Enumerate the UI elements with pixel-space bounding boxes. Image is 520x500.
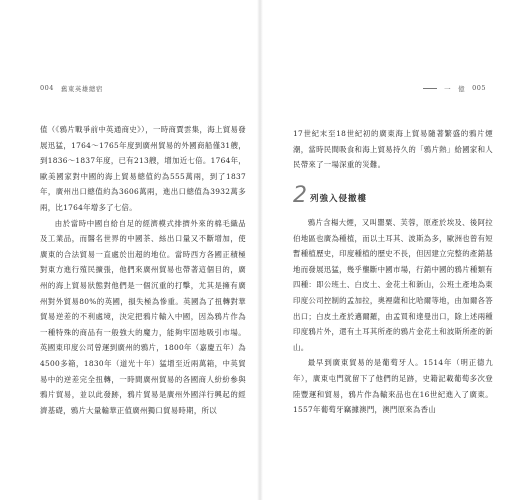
right-body-text (293, 215, 493, 418)
paragraph: 值（《鴉片戰爭前中英通商史》），一時商賈雲集，海上貿易發展迅猛，1764～1765年度到廣州貿易的外國商船僅31艘，到1836～1837年度，已有213艘，增加近七倍。1764年，歐美國家對中國的海上貿易總值約為555萬兩，到了1837年，廣州出口總值約為3606萬兩，進出口總值為3932萬多兩，比1764年增多了七倍。 (40, 125, 246, 212)
section-number: 2 (293, 183, 307, 208)
left-folio: 004 (40, 84, 54, 92)
right-intro-text (293, 126, 493, 173)
right-running-header (423, 84, 486, 93)
header-rule (423, 88, 437, 93)
right-page (263, 0, 520, 500)
section-heading (293, 183, 493, 209)
right-folio-label: 一 億 (444, 85, 466, 93)
paragraph: 由於當時中國自給自足的經濟模式排擠外來的棉毛織品及工業品，而醫名世界的中國茶、絲出口量又不斷增加，使廣東的合法貿易一直處於出超的地位。當時西方各國正積極對東方進行殖民擴張，他們來廣州貿易也帶著這個目的，廣州的海上貿易狀態對他們是一個沉重的打擊，尤其是擁有廣州對外貿易80%的英國，損失極為慘重。英國為了扭轉對華貿易逆差的不利處境，決定把鴉片輸入中國，因為鴉片作為一種特殊的商品有一般強大的魔力，能夠牢固地吸引市場。英國東印度公司曾運到廣州的鴉片，1800年（嘉慶五年）為4500多箱，1830年（道光十年）猛增至近兩萬箱，中英貿易中的逆差完全扭轉，一時間廣州貿易的各國商人紛紛參與鴉片貿易，並以此發跡，鴉片貿易是廣州外國洋行興起的經濟基礎，鴉片大量輸華正值廣州獨口貿易時期，所以 (40, 218, 246, 415)
right-folio: 005 (472, 84, 486, 92)
left-running-header (40, 84, 103, 93)
paragraph: 鴉片含楊大煙，又叫罌粟、芙蓉，原產於埃及、後阿拉伯地區也廣為種植，而以土耳其、波斯為多，歐洲也曾有短暫種植歷史，印度種植的歷史不長，但因建立完整的產銷基地而發展迅猛，幾乎壟斷中國市場，行銷中國的鴉片種類有四種：即公班土、白皮土、金花土和新山，公班土產地為東印度公司控制的孟加拉，奧裡薩和比哈爾等地，由加爾各答出口；白皮土產於邁爾羅，由孟買和達曼出口，除上述兩種印度鴉片外，還有土耳其所產的鴉片金花土和波斯所產的新山。 (293, 218, 493, 352)
paragraph: 17世紀末至18世紀初的廣東海上貿易隨著繁盛的鴉片煙潮，當時民間吸食和海上貿易持久的「鴉片熱」給國家和人民帶來了一場深重的災難。 (293, 129, 493, 170)
section-title: 列強入侵撤樓 (310, 194, 368, 204)
left-body-text (40, 122, 246, 418)
paragraph: 最早到廣東貿易的是葡萄牙人。1514年（明正德九年），廣東屯門就留下了他們的足跡，史籍記載葡萄多次登陸豐運和貿易，鴉片作為輸來品也在16世紀進入了廣東。1557年葡萄牙竊據澳門，澳門原來為香山 (293, 358, 493, 415)
left-running-title: 舊東英雄總宿 (60, 85, 103, 93)
left-page (0, 0, 257, 500)
